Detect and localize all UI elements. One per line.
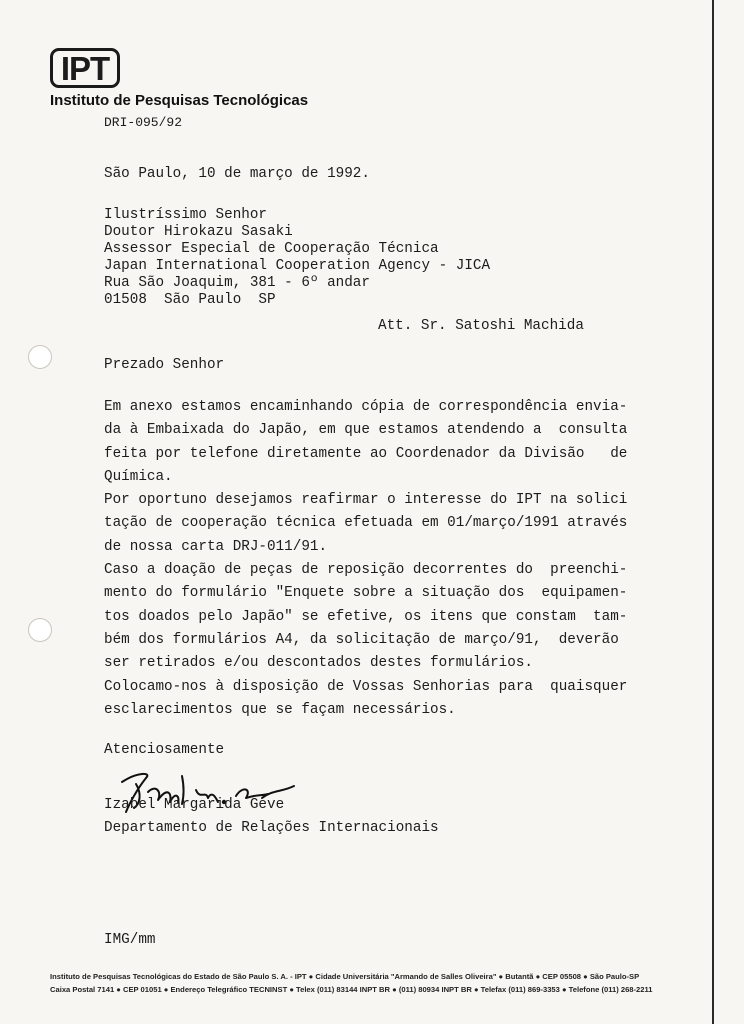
body-line: tos doados pelo Japão" se efetive, os itens que constam tam-: [104, 608, 628, 625]
body-line: Caso a doação de peças de reposição decorrentes do preenchi-: [104, 562, 628, 579]
body-line: da à Embaixada do Japão, em que estamos atendendo a consulta: [104, 422, 628, 439]
recipient-line: Assessor Especial de Cooperação Técnica: [104, 241, 439, 257]
salutation: Prezado Senhor: [104, 357, 225, 373]
body-line: feita por telefone diretamente ao Coordenador da Divisão de: [104, 445, 628, 462]
recipient-line: 01508 São Paulo SP: [104, 292, 276, 308]
letterhead-footer: [50, 970, 653, 996]
letter-body: [104, 396, 627, 722]
recipient-line: Japan International Cooperation Agency - JICA: [104, 258, 491, 274]
footer-line: Instituto de Pesquisas Tecnológicas do Estado de São Paulo S. A. - IPT ● Cidade Universitária "Armando de Salles Oliveira" ● Butantã ● CEP 05508 ● São Paulo-SP: [50, 972, 640, 981]
punch-hole-bottom: [28, 618, 52, 642]
body-line: Química.: [104, 468, 173, 485]
logo-text: IPT: [60, 49, 110, 87]
body-line: tação de cooperação técnica efetuada em 01/março/1991 através: [104, 515, 628, 532]
body-line: esclarecimentos que se façam necessários.: [104, 701, 456, 718]
body-line: Em anexo estamos encaminhando cópia de correspondência envia-: [104, 399, 628, 415]
body-line: Por oportuno desejamos reafirmar o interesse do IPT na solici: [104, 492, 628, 509]
closing: Atenciosamente: [104, 742, 225, 758]
attention-line: Att. Sr. Satoshi Machida: [378, 318, 584, 334]
body-line: ser retirados e/ou descontados destes formulários.: [104, 655, 533, 672]
body-line: de nossa carta DRJ-011/91.: [104, 538, 328, 555]
ipt-logo: [50, 48, 120, 88]
body-line: mento do formulário "Enquete sobre a situação dos equipamen-: [104, 585, 628, 602]
institution-name: Instituto de Pesquisas Tecnológicas: [50, 92, 309, 109]
body-line: Colocamo-nos à disposição de Vossas Senhorias para quaisquer: [104, 678, 628, 695]
typist-initials: IMG/mm: [104, 932, 156, 948]
signatory-name: Izabel Margarida Geve: [104, 797, 285, 813]
recipient-line: Doutor Hirokazu Sasaki: [104, 224, 293, 240]
recipient-line: Ilustríssimo Senhor: [104, 207, 268, 223]
recipient-address: [104, 207, 490, 309]
signatory-department: Departamento de Relações Internacionais: [104, 820, 439, 836]
date-line: São Paulo, 10 de março de 1992.: [104, 166, 370, 182]
punch-hole-top: [28, 345, 52, 369]
footer-line: Caixa Postal 7141 ● CEP 01051 ● Endereço Telegráfico TECNINST ● Telex (011) 83144 INPT BR ● (011) 80934 INPT BR ● Telefax (011) 869-3353 ● Telefone (011) 268-2211: [50, 985, 653, 994]
recipient-line: Rua São Joaquim, 381 - 6º andar: [104, 275, 370, 291]
document-reference: DRI-095/92: [104, 115, 183, 130]
page-edge-shadow: [712, 0, 714, 1024]
body-line: bém dos formulários A4, da solicitação de março/91, deverão: [104, 631, 619, 648]
